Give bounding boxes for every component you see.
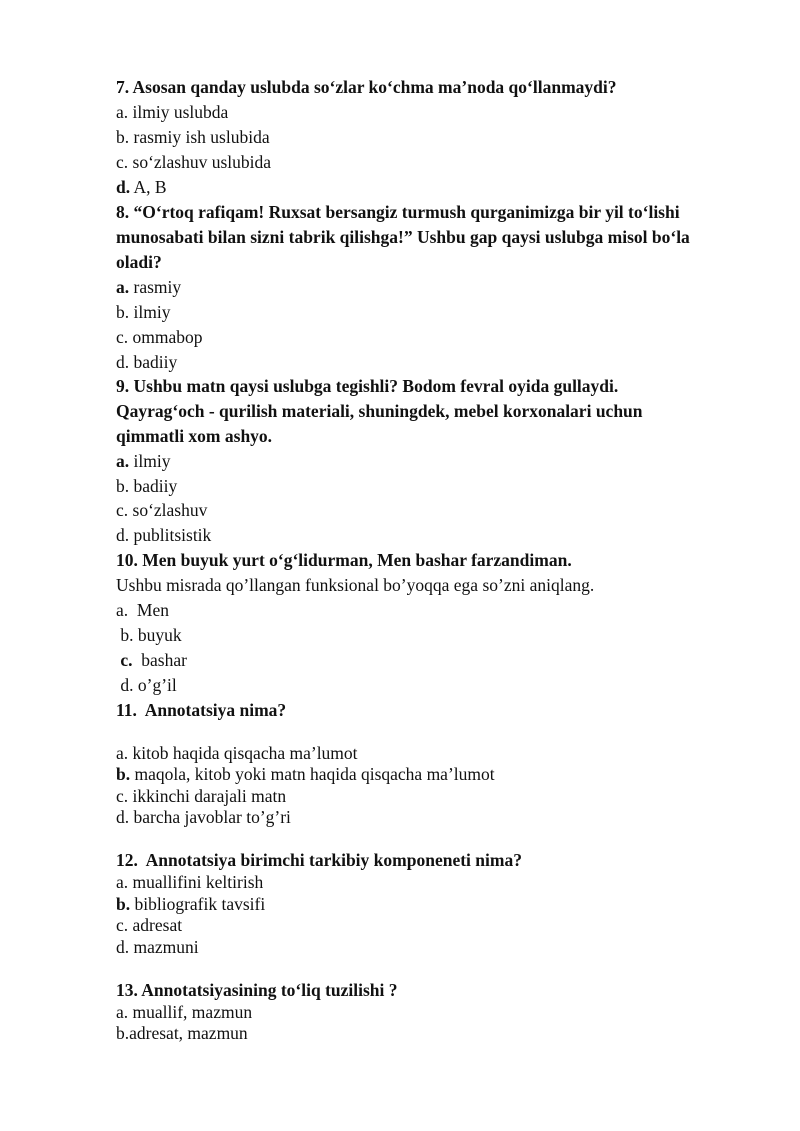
q10-option-b-text: b. buyuk (116, 625, 182, 645)
q11-option-b-mark: b. (116, 764, 131, 784)
q10-option-c-text: bashar (132, 650, 187, 670)
question-9-line-2: Qayrag‘och - qurilish materiali, shuningdek, mebel korxonalari uchun (116, 401, 643, 421)
q9-option-c-text: c. so‘zlashuv (116, 500, 208, 520)
q8-option-b-text: b. ilmiy (116, 302, 171, 322)
q8-option-c (116, 326, 203, 348)
q12-option-a-text: a. muallifini keltirish (116, 872, 264, 892)
q7-option-d-mark: d. (116, 177, 131, 197)
q12-option-a (116, 871, 263, 893)
q7-option-a (116, 101, 228, 123)
q8-option-a-mark: a. (116, 277, 130, 297)
q9-option-a (116, 450, 170, 472)
question-9-line-3: qimmatli xom ashyo. (116, 426, 273, 446)
question-13: 13. Annotatsiyasining to‘liq tuzilishi ? (116, 980, 398, 1000)
q11-option-d-text: d. barcha javoblar to’g’ri (116, 807, 291, 827)
q9-option-d-text: d. publitsistik (116, 525, 212, 545)
q12-option-b-text: bibliografik tavsifi (130, 894, 266, 914)
q8-option-d (116, 351, 177, 373)
q9-option-a-text: ilmiy (129, 451, 171, 471)
question-8-line-1: 8. “O‘rtoq rafiqam! Ruxsat bersangiz turmush qurganimizga bir yil to‘lishi (116, 202, 680, 222)
question-10: 10. Men buyuk yurt o‘g‘lidurman, Men bashar farzandiman. (116, 550, 572, 570)
q9-option-b-text: b. badiiy (116, 476, 178, 496)
q10-option-d (116, 674, 177, 696)
q12-option-c (116, 914, 182, 936)
question-12: 12. Annotatsiya birimchi tarkibiy komponeneti nima? (116, 850, 522, 870)
q9-option-a-mark: a. (116, 451, 130, 471)
question-11: 11. Annotatsiya nima? (116, 700, 287, 720)
q8-option-d-text: d. badiiy (116, 352, 178, 372)
q12-option-b-mark: b. (116, 894, 131, 914)
q10-option-a-text: a. Men (116, 600, 169, 620)
q10-option-d-text: d. o’g’il (116, 675, 177, 695)
q10-option-a (116, 599, 169, 621)
q9-option-b (116, 475, 177, 497)
question-9-line-1: 9. Ushbu matn qaysi uslubga tegishli? Bodom fevral oyida gullaydi. (116, 376, 619, 396)
q8-option-c-text: c. ommabop (116, 327, 203, 347)
q13-option-b-text: b.adresat, mazmun (116, 1023, 248, 1043)
q10-option-c (116, 649, 187, 671)
q11-option-a-text: a. kitob haqida qisqacha ma’lumot (116, 743, 358, 763)
q9-option-c (116, 499, 207, 521)
question-8-line-3: oladi? (116, 252, 162, 272)
q13-option-b (116, 1022, 248, 1044)
q7-option-d (116, 176, 167, 198)
q7-option-c-text: c. so‘zlashuv uslubida (116, 152, 272, 172)
q13-option-a (116, 1001, 252, 1023)
question-8-line-2: munosabati bilan sizni tabrik qilishga!” Ushbu gap qaysi uslubga misol bo‘la (116, 227, 690, 247)
q8-option-a (116, 276, 181, 298)
question-7: 7. Asosan qanday uslubda so‘zlar ko‘chma ma’noda qo‘llanmaydi? (116, 77, 617, 97)
q12-option-b (116, 893, 265, 915)
q11-option-c-text: c. ikkinchi darajali matn (116, 786, 287, 806)
q9-option-d (116, 524, 211, 546)
q12-option-d (116, 936, 199, 958)
q11-option-c (116, 785, 286, 807)
q11-option-b-text: maqola, kitob yoki matn haqida qisqacha ma’lumot (130, 764, 495, 784)
q10-option-b (116, 624, 182, 646)
q7-option-b-text: b. rasmiy ish uslubida (116, 127, 270, 147)
q7-option-a-text: a. ilmiy uslubda (116, 102, 229, 122)
q8-option-b (116, 301, 170, 323)
q11-option-d (116, 806, 291, 828)
q7-option-b (116, 126, 270, 148)
q12-option-d-text: d. mazmuni (116, 937, 199, 957)
q11-option-b (116, 763, 495, 785)
q12-option-c-text: c. adresat (116, 915, 183, 935)
question-10-subtext: Ushbu misrada qo’llangan funksional bo’yoqqa ega so’zni aniqlang. (116, 575, 595, 595)
q7-option-c (116, 151, 271, 173)
q7-option-d-text: A, B (130, 177, 167, 197)
q11-option-a (116, 742, 358, 764)
q13-option-a-text: a. muallif, mazmun (116, 1002, 253, 1022)
q10-option-c-mark: c. (116, 650, 133, 670)
q8-option-a-text: rasmiy (129, 277, 182, 297)
